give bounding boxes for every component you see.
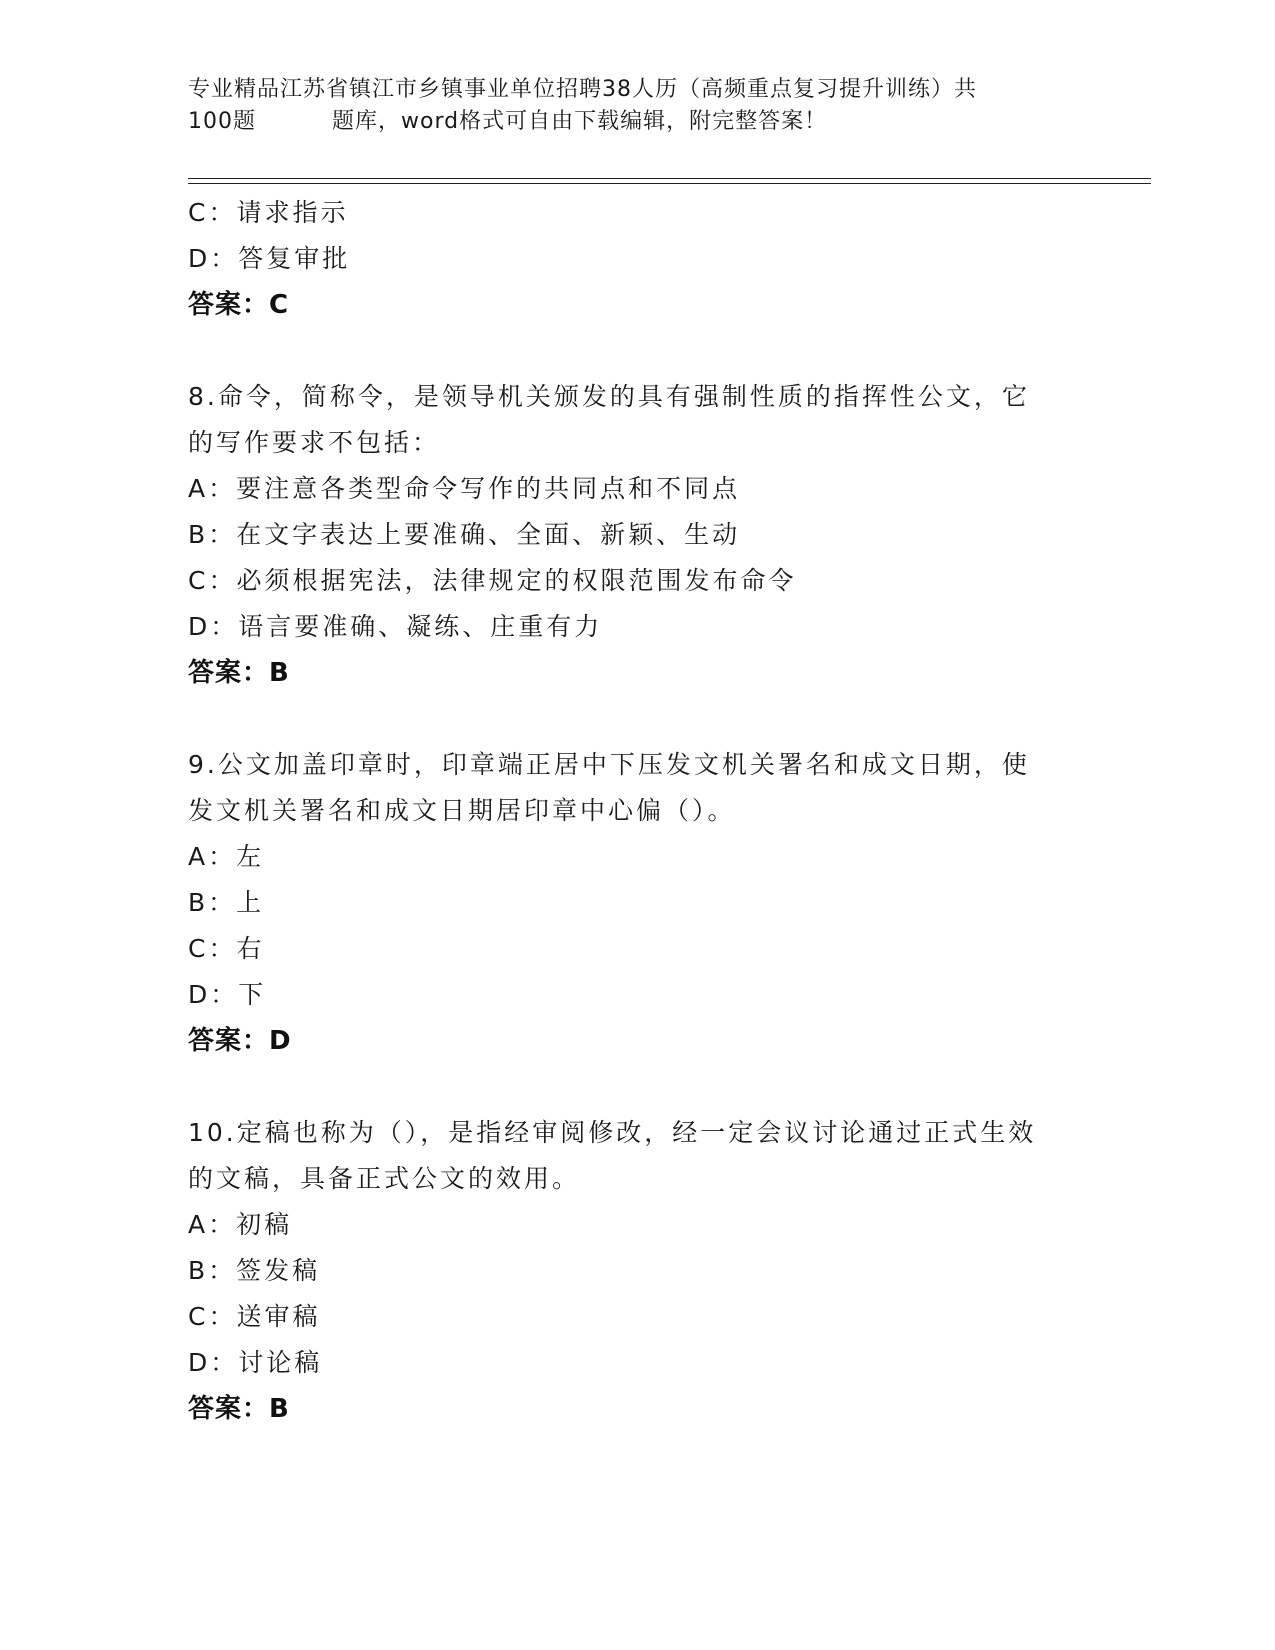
option-line: B：签发稿	[188, 1256, 321, 1285]
answer-value: C	[269, 290, 290, 320]
question-stem-line: 发文机关署名和成文日期居印章中心偏（）。	[188, 796, 736, 825]
option-line: B：上	[188, 888, 265, 917]
answer-value: D	[269, 1026, 292, 1056]
option-line: C：送审稿	[188, 1302, 321, 1331]
header-line-2-text: 题库，word格式可自由下载编辑，附完整答案！	[332, 109, 828, 134]
option-line: C：右	[188, 934, 265, 963]
answer-line	[188, 1386, 1088, 1432]
answer-value: B	[269, 1394, 290, 1424]
question-stem-line: 的文稿，具备正式公文的效用。	[188, 1164, 581, 1193]
header-divider-top	[188, 178, 1151, 179]
option-line: D：答复审批	[188, 244, 351, 273]
header-line-1: 专业精品江苏省镇江市乡镇事业单位招聘38人历（高频重点复习提升训练）共	[188, 77, 977, 102]
answer-label: 答案：	[188, 290, 270, 320]
question-9	[188, 742, 1088, 1064]
answer-label: 答案：	[188, 658, 270, 688]
option-line: A：初稿	[188, 1210, 293, 1239]
option-line: D：下	[188, 980, 267, 1009]
question-stem-line: 10.定稿也称为（），是指经审阅修改，经一定会议讨论通过正式生效	[188, 1118, 1037, 1147]
answer-line	[188, 282, 1088, 328]
header-line-2-count: 100题	[188, 109, 256, 134]
document-header	[188, 74, 1068, 138]
option-line: A：左	[188, 842, 265, 871]
document-body	[188, 190, 1088, 1432]
option-line: C：必须根据宪法，法律规定的权限范围发布命令	[188, 566, 797, 595]
question-stem-line: 8.命令，简称令，是领导机关颁发的具有强制性质的指挥性公文，它	[188, 382, 1030, 411]
question-stem-line: 的写作要求不包括：	[188, 428, 441, 457]
answer-value: B	[269, 658, 290, 688]
header-divider-bottom	[188, 183, 1151, 184]
option-line: B：在文字表达上要准确、全面、新颖、生动	[188, 520, 741, 549]
answer-line	[188, 1018, 1088, 1064]
answer-line	[188, 650, 1088, 696]
question-10	[188, 1110, 1088, 1432]
question-stem-line: 9.公文加盖印章时，印章端正居中下压发文机关署名和成文日期，使	[188, 750, 1030, 779]
answer-label: 答案：	[188, 1026, 270, 1056]
answer-label: 答案：	[188, 1394, 270, 1424]
option-line: A：要注意各类型命令写作的共同点和不同点	[188, 474, 741, 503]
header-line-2	[188, 106, 1068, 138]
question-8	[188, 374, 1088, 696]
prev-question-tail	[188, 190, 1088, 328]
option-line: C：请求指示	[188, 198, 349, 227]
option-line: D：讨论稿	[188, 1348, 323, 1377]
option-line: D：语言要准确、凝练、庄重有力	[188, 612, 603, 641]
